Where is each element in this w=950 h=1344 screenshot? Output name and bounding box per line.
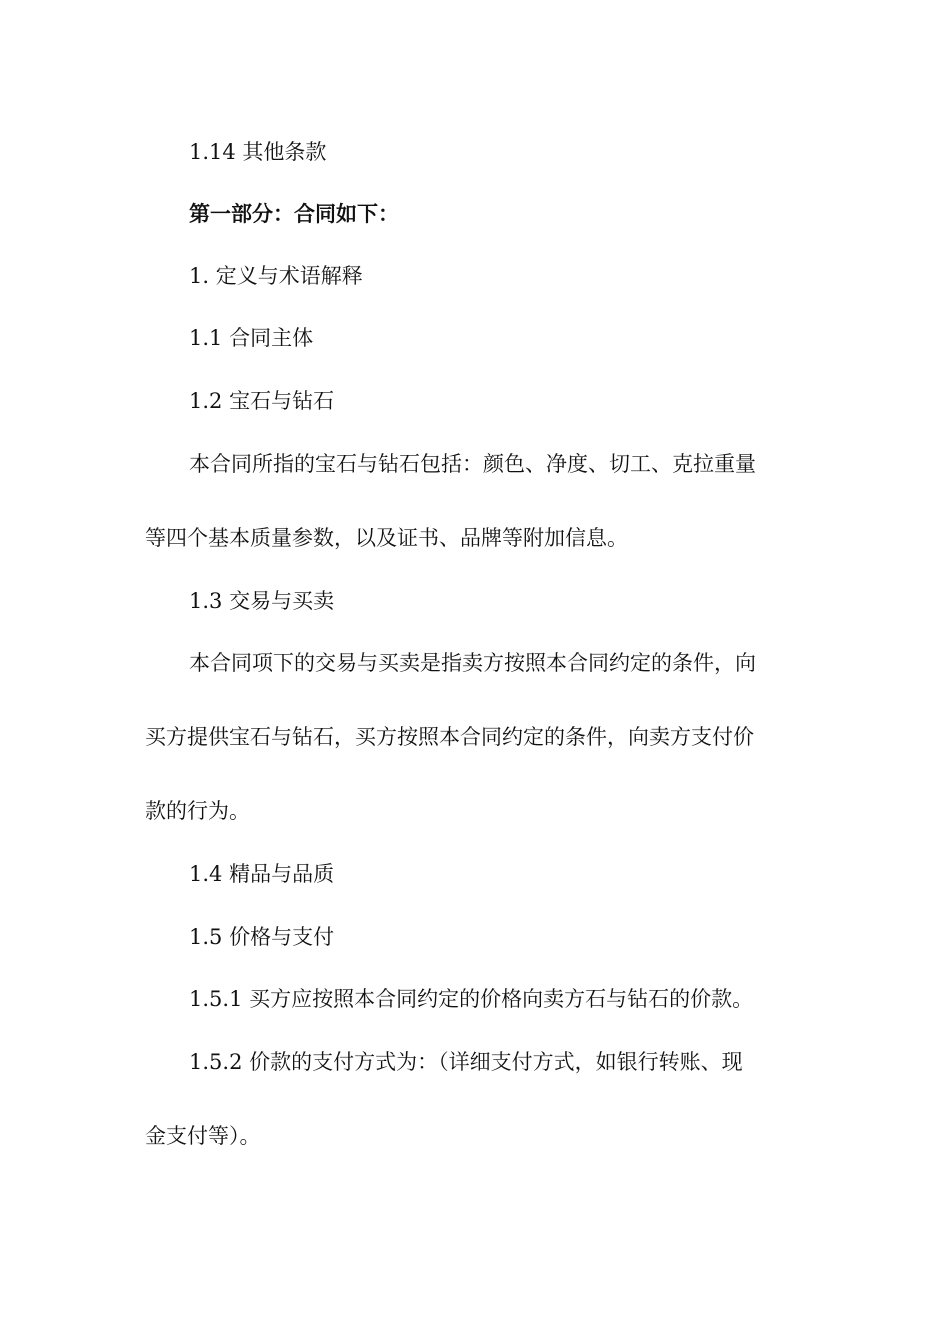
clause-1-3-heading: 1.3 交易与买卖 (189, 589, 335, 613)
paragraph-1-3-line-2: 买方提供宝石与钻石，买方按照本合同约定的条件，向卖方支付价 (145, 725, 754, 749)
clause-1-5-1-text: 1.5.1 买方应按照本合同约定的价格向卖方石与钻石的价款。 (189, 987, 754, 1011)
clause-1-2-heading: 1.2 宝石与钻石 (189, 389, 335, 413)
clause-1-14-heading: 1.14 其他条款 (189, 140, 327, 164)
part-one-heading: 第一部分：合同如下： (189, 202, 399, 226)
clause-1-4-heading: 1.4 精品与品质 (189, 862, 335, 886)
paragraph-1-3-line-1: 本合同项下的交易与买卖是指卖方按照本合同约定的条件，向 (189, 651, 756, 675)
paragraph-1-3-line-3: 款的行为。 (145, 799, 250, 823)
clause-1-5-2-line-2: 金支付等）。 (145, 1124, 261, 1148)
clause-1-5-2-line-1: 1.5.2 价款的支付方式为：（详细支付方式，如银行转账、现 (189, 1050, 743, 1074)
paragraph-1-2-line-2: 等四个基本质量参数，以及证书、品牌等附加信息。 (145, 526, 628, 550)
clause-1-5-heading: 1.5 价格与支付 (189, 925, 335, 949)
clause-1-1-heading: 1.1 合同主体 (189, 326, 314, 350)
section-1-heading: 1. 定义与术语解释 (189, 264, 363, 288)
paragraph-1-2-line-1: 本合同所指的宝石与钻石包括：颜色、净度、切工、克拉重量 (189, 452, 756, 476)
